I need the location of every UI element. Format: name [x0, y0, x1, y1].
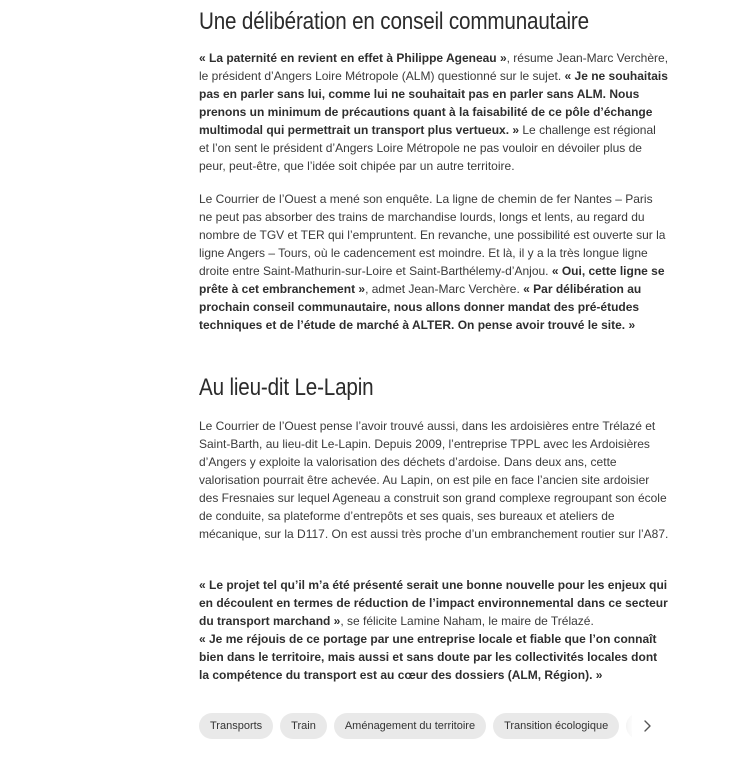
tag-list [199, 713, 661, 741]
tag-transports[interactable]: Transports [199, 713, 273, 739]
paragraph: « La paternité en revient en effet à Philippe Ageneau », résume Jean-Marc Verchère, le président d’Angers Loire Métropole (ALM) questionné sur le sujet. « Je ne souhaitais pas en parler sans lui, comme lui ne souhaitait pas en parler sans ALM. Nous prenons un minimum de précautions quant à la faisabilité de ce pôle d’échange multimodal qui permettrait un transport plus vertueux. » Le challenge est régional et l’on sent le président d’Angers Loire Métropole ne pas vouloir en dévoiler plus de peur, peut-être, que l’idée soit chipée par un autre territoire. [199, 51, 669, 173]
quote: « Je me réjouis de ce portage par une entreprise locale et fiable que l’on connaît bien dans le territoire, mais aussi et sans doute par les collectivités locales dont la compétence du transport est au cœur des dossiers (ALM, Région). » [199, 632, 658, 682]
tags-next-button[interactable] [632, 711, 662, 741]
quote: « Je ne souhaitais pas en parler sans lui, comme lui ne souhaitait pas en parler sans ALM. Nous prenons un minimum de précautions quant à la faisabilité de ce pôle d’échange multimodal qui permettrait un transport plus vertueux. » [199, 69, 668, 137]
quote: « Par délibération au prochain conseil communautaire, nous allons donner mandat des pré-études techniques et de l’étude de marché à ALTER. On pense avoir trouvé le site. » [199, 282, 642, 332]
tag-amenagement-du-territoire[interactable]: Aménagement du territoire [334, 713, 486, 739]
quote: « Le projet tel qu’il m’a été présenté serait une bonne nouvelle pour les enjeux qui en découlent en termes de réduction de l’impact environnemental dans ce secteur du transport marchand » [199, 578, 668, 628]
quote: « La paternité en revient en effet à Philippe Ageneau » [199, 51, 507, 65]
paragraph: Le Courrier de l’Ouest pense l’avoir trouvé aussi, dans les ardoisières entre Trélazé et Saint-Barth, au lieu-dit Le-Lapin. Depuis 2009, l’entreprise TPPL avec les Ardoisières d’Angers y exploite la valorisation des déchets d’ardoise. Dans deux ans, cette valorisation pourrait être achevée. Au Lapin, on est pile en face l’ancien site ardoisier des Fresnaies sur lequel Ageneau a construit son grand complexe regroupant son école de conduite, sa plateforme d’entrepôts et ses quais, ses bureaux et ateliers de mécanique, sur la D117. On est aussi très proche d’un embranchement routier sur l’A87. [199, 419, 669, 541]
tag-train[interactable]: Train [280, 713, 327, 739]
tag-transition-ecologique[interactable]: Transition écologique [493, 713, 619, 739]
paragraph: « Le projet tel qu’il m’a été présenté serait une bonne nouvelle pour les enjeux qui en découlent en termes de réduction de l’impact environnemental dans ce secteur du transport marchand », se félicite Lamine Naham, le maire de Trélazé. « Je me réjouis de ce portage par une entreprise locale et fiable que l’on connaît bien dans le territoire, mais aussi et sans doute par les collectivités locales dont la compétence du transport est au cœur des dossiers (ALM, Région). » [199, 578, 668, 682]
quote: « Oui, cette ligne se prête à cet embranchement » [199, 264, 665, 296]
paragraph: Le Courrier de l’Ouest a mené son enquête. La ligne de chemin de fer Nantes – Paris ne peut pas absorber des trains de marchandise lourds, longs et lents, au regard du nombre de TGV et TER qui l’empruntent. En revanche, une possibilité est ouverte sur la ligne Angers – Tours, où le cadencement est moindre. Et là, il y a la très longue ligne droite entre Saint-Mathurin-sur-Loire et Saint-Barthélemy-d’Anjou. « Oui, cette ligne se prête à cet embranchement », admet Jean-Marc Verchère. « Par délibération au prochain conseil communautaire, nous allons donner mandat des pré-études techniques et de l’étude de marché à ALTER. On pense avoir trouvé le site. » [199, 192, 666, 332]
chevron-right-icon [640, 719, 654, 733]
section-heading-le-lapin: Au lieu-dit Le-Lapin [199, 374, 374, 401]
section-heading-deliberation: Une délibération en conseil communautaire [199, 8, 589, 35]
